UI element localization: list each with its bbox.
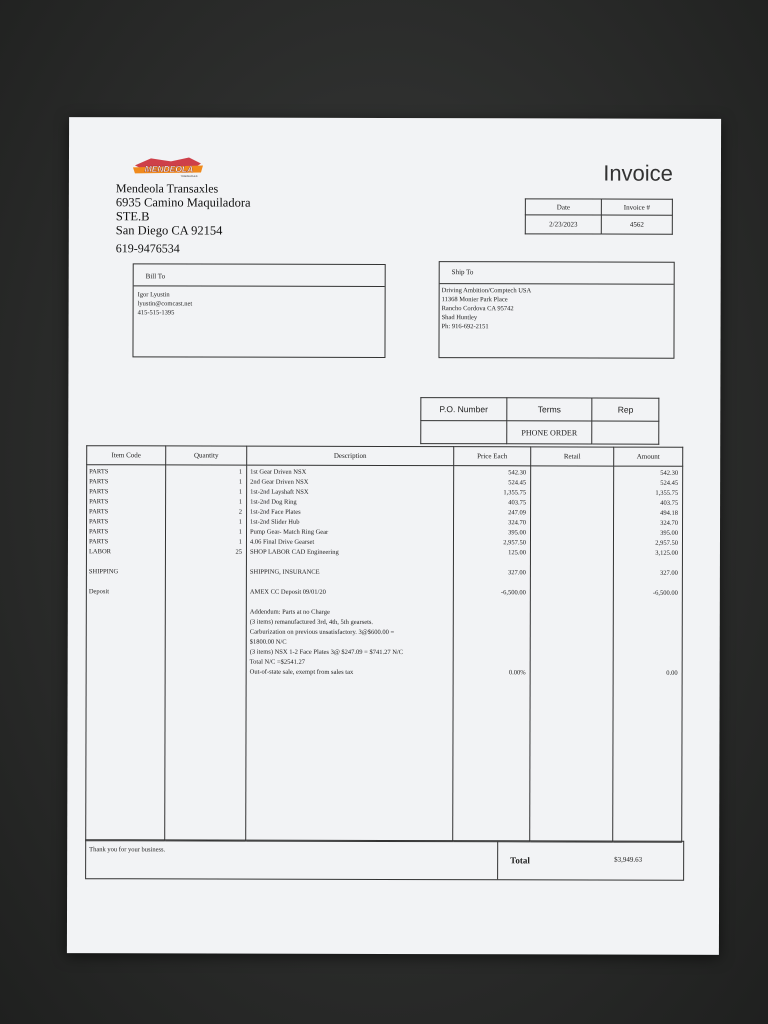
- item-amount: 1,355.75: [655, 489, 679, 497]
- item-price: 524.45: [508, 479, 527, 487]
- item-quantity: 25: [235, 548, 242, 556]
- item-code: PARTS: [89, 498, 109, 506]
- item-price: 324.70: [508, 519, 527, 527]
- item-quantity: 1: [238, 468, 243, 476]
- item-price: 125.00: [508, 549, 526, 557]
- addendum-line: (3 items) NSX 1-2 Face Plates 3@ $247.09 = $741.27 N/C: [249, 648, 404, 657]
- item-description: 4.06 Final Drive Gearset: [249, 538, 315, 546]
- total-value: $3,949.63: [614, 855, 643, 864]
- totals-box: [85, 839, 684, 881]
- item-amount: 395.00: [660, 529, 679, 537]
- item-code: PARTS: [88, 538, 109, 546]
- item-code: PARTS: [89, 468, 109, 476]
- header-amount: Amount: [614, 447, 683, 466]
- item-price: 2,957.50: [503, 539, 526, 547]
- item-description: 1st-2nd Face Plates: [250, 508, 301, 516]
- po-number-value: [421, 421, 507, 444]
- item-description: 2nd Gear Driven NSX: [250, 478, 309, 486]
- item-code: PARTS: [89, 528, 109, 536]
- svg-text:TRANSAXLES: TRANSAXLES: [180, 174, 198, 178]
- item-price: 1,355.75: [503, 489, 527, 497]
- total-label: Total: [510, 855, 530, 866]
- quantity-column: [165, 465, 247, 841]
- item-price: 327.00: [508, 569, 526, 577]
- ship-to-details: [440, 284, 674, 332]
- company-address-line1: 6935 Camino Maquiladora: [115, 195, 251, 210]
- header-price-each: Price Each: [454, 447, 531, 466]
- invoice-paper: [67, 117, 721, 955]
- tax-rate: 0.00%: [508, 669, 526, 677]
- item-quantity: 1: [238, 498, 243, 506]
- price-each-column: [453, 466, 531, 842]
- item-quantity: 1: [238, 528, 243, 536]
- terms-value: PHONE ORDER: [506, 421, 592, 444]
- description-column: [246, 465, 454, 842]
- item-code: PARTS: [89, 508, 109, 516]
- item-description: SHOP LABOR CAD Engineering: [249, 548, 339, 556]
- ship-to-box: [438, 261, 674, 359]
- retail-column: [530, 466, 614, 842]
- po-number-label: P.O. Number: [421, 398, 507, 421]
- terms-label: Terms: [506, 398, 592, 421]
- item-quantity: 1: [238, 478, 243, 486]
- item-code-column: [86, 465, 166, 841]
- item-description: 1st-2nd Dog Ring: [250, 498, 297, 506]
- item-description: SHIPPING, INSURANCE: [249, 568, 320, 576]
- item-price: 395.00: [508, 529, 527, 537]
- company-name: Mendeola Transaxles: [115, 181, 219, 196]
- item-description: 1st Gear Driven NSX: [250, 468, 307, 476]
- invoice-title: Invoice: [603, 160, 673, 186]
- item-amount: 542.30: [660, 469, 679, 477]
- item-code: PARTS: [89, 518, 109, 526]
- amount-column: [613, 466, 683, 842]
- item-price: -6,500.00: [500, 589, 526, 597]
- item-price: 542.30: [508, 469, 527, 477]
- item-amount: 324.70: [660, 519, 679, 527]
- header-quantity: Quantity: [166, 446, 247, 465]
- invoice-number: 4562: [601, 215, 672, 234]
- item-amount: 524.45: [660, 479, 679, 487]
- item-description: 1st-2nd Layshaft NSX: [250, 488, 309, 496]
- addendum-line: $1800.00 N/C: [249, 638, 287, 646]
- item-amount: 2,957.50: [655, 539, 678, 547]
- item-price: 247.09: [508, 509, 527, 517]
- order-info-table: [420, 397, 659, 445]
- item-amount: 327.00: [660, 569, 678, 577]
- invoice-number-label: Invoice #: [601, 199, 672, 215]
- header-item-code: Item Code: [87, 446, 166, 465]
- invoice-date: 2/23/2023: [525, 215, 601, 234]
- ship-to-label: Ship To: [440, 262, 674, 285]
- item-amount: 3,125.00: [655, 549, 678, 557]
- item-code: SHIPPING: [88, 568, 119, 576]
- svg-text:MENDEOLA: MENDEOLA: [144, 163, 194, 174]
- item-description: 1st-2nd Slider Hub: [250, 518, 300, 526]
- line-items-table: [85, 445, 683, 843]
- thank-you-note: Thank you for your business.: [89, 846, 166, 854]
- bill-to-name: Igor Lyustin: [137, 291, 170, 299]
- ship-to-street: 11368 Monier Park Place: [441, 296, 508, 304]
- ship-to-contact: Shad Huntley: [441, 314, 478, 322]
- bill-to-box: [132, 263, 385, 358]
- item-quantity: 1: [238, 488, 243, 496]
- company-info: [116, 181, 251, 255]
- item-code: PARTS: [89, 488, 109, 496]
- invoice-meta-table: [525, 198, 673, 234]
- item-amount: 403.75: [660, 499, 679, 507]
- item-code: LABOR: [88, 548, 111, 556]
- company-address-line2: STE.B: [115, 209, 150, 224]
- rep-value: [592, 421, 659, 444]
- addendum-line: (3 items) remanufactured 3rd, 4th, 5th gearsets.: [249, 618, 374, 626]
- item-quantity: 1: [238, 518, 243, 526]
- header-description: Description: [247, 446, 454, 466]
- item-price: 403.75: [508, 499, 527, 507]
- addendum-line: Addendum: Parts at no Charge: [249, 608, 330, 616]
- item-description: Pump Gear- Match Ring Gear: [250, 528, 329, 536]
- company-logo: [131, 155, 207, 177]
- item-description: AMEX CC Deposit 09/01/20: [249, 588, 326, 596]
- item-amount: 494.18: [660, 509, 679, 517]
- company-phone: 619-9476534: [115, 241, 180, 256]
- addendum-line: Total N/C =$2541.27: [249, 658, 306, 666]
- tax-amount: 0.00: [666, 669, 678, 677]
- bill-to-label: Bill To: [134, 264, 385, 287]
- bill-to-phone: 415-515-1395: [137, 309, 175, 317]
- header-retail: Retail: [531, 447, 614, 466]
- item-amount: -6,500.00: [652, 589, 678, 597]
- bill-to-email: lyustin@comcast.net: [137, 300, 193, 308]
- ship-to-company: Driving Ambition/Comptech USA: [441, 287, 532, 295]
- rep-label: Rep: [592, 398, 659, 421]
- ship-to-city: Rancho Cordova CA 95742: [441, 305, 514, 313]
- item-code: Deposit: [88, 588, 110, 596]
- company-city: San Diego CA 92154: [115, 223, 223, 238]
- item-quantity: 1: [238, 538, 242, 546]
- date-label: Date: [525, 199, 601, 215]
- item-quantity: 2: [238, 508, 243, 516]
- addendum-line: Carburization on previous unsatisfactory. 3@$600.00 =: [249, 628, 395, 637]
- tax-description: Out-of-state sale, exempt from sales tax: [249, 668, 354, 676]
- total-cell: [497, 841, 683, 879]
- item-code: PARTS: [89, 478, 109, 486]
- bill-to-details: [134, 286, 385, 318]
- ship-to-phone: Ph: 916-692-2151: [441, 323, 489, 331]
